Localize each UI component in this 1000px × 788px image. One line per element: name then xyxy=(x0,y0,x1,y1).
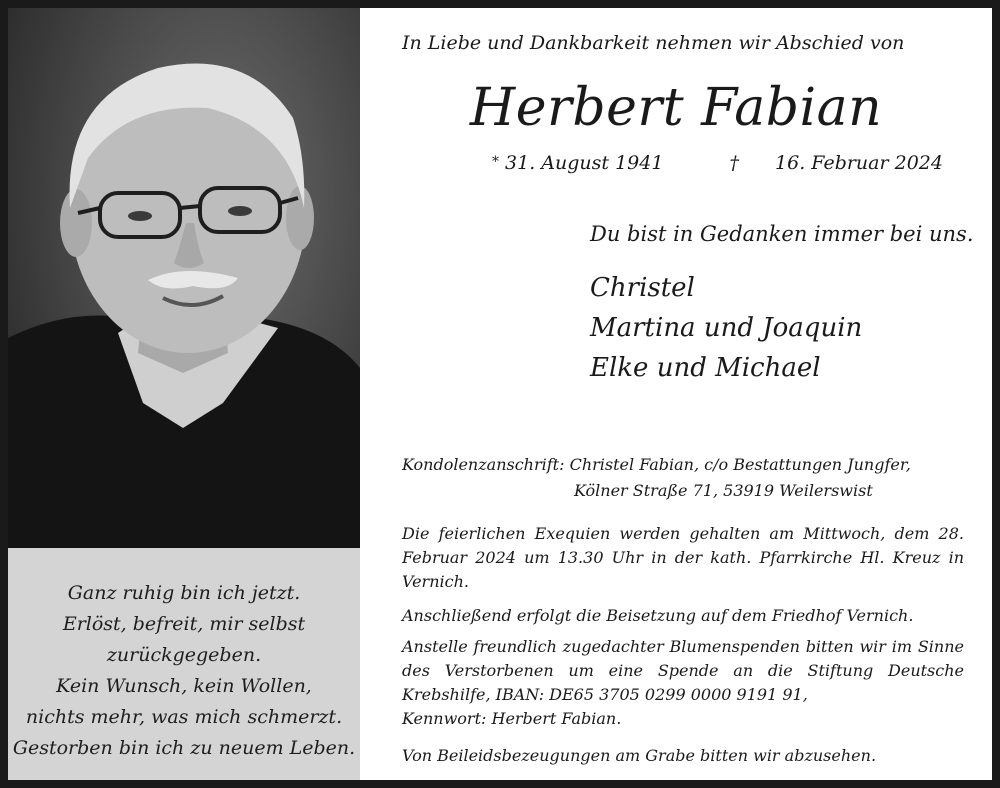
left-panel xyxy=(8,8,360,780)
cross-icon: † xyxy=(729,152,739,174)
condolence-line: Kölner Straße 71, 53919 Weilerswist xyxy=(574,481,873,500)
left-ear xyxy=(60,189,92,257)
poem-text xyxy=(8,578,360,764)
closing-note: Von Beileidsbezeugungen am Grabe bitten wir abzusehen. xyxy=(402,746,877,765)
right-ear xyxy=(286,186,314,250)
donation-info: Anstelle freundlich zugedachter Blumenspenden bitten wir im Sinne des Verstorbenen um eine Spende an die Stiftung Deutsche Krebshilfe, IBAN: DE65 3705 0299 0000 9191 91, Kennwort: Herbert Fabian. xyxy=(402,637,964,728)
portrait-photo xyxy=(8,8,360,548)
birth-date: * 31. August 1941 xyxy=(492,152,664,174)
poem-line: zurückgegeben. xyxy=(106,644,262,666)
service-info: Die feierlichen Exequien werden gehalten am Mittwoch, dem 28. Februar 2024 um 13.30 Uhr in der kath. Pfarrkirche Hl. Kreuz in Vernich. xyxy=(402,524,964,591)
birth-symbol: * xyxy=(492,154,499,170)
donation-keyword: Kennwort: Herbert Fabian. xyxy=(402,709,622,728)
burial-info: Anschließend erfolgt die Beisetzung auf dem Friedhof Vernich. xyxy=(402,606,914,625)
obituary-card xyxy=(8,8,992,780)
condolence-line: Kondolenzanschrift: Christel Fabian, c/o Bestattungen Jungfer, xyxy=(402,455,911,474)
poem-box xyxy=(8,548,360,780)
poem-line: Ganz ruhig bin ich jetzt. xyxy=(67,582,301,604)
portrait-illustration xyxy=(8,8,360,548)
deceased-name: Herbert Fabian xyxy=(469,78,883,138)
notice-panel xyxy=(360,8,992,780)
life-dates xyxy=(492,152,1000,174)
family-member: Elke und Michael xyxy=(590,353,821,383)
family-member: Christel xyxy=(590,273,695,303)
condolence-address xyxy=(402,452,911,504)
poem-line: Erlöst, befreit, mir selbst xyxy=(62,613,306,635)
remembrance-quote: Du bist in Gedanken immer bei uns. xyxy=(590,222,974,246)
poem-line: nichts mehr, was mich schmerzt. xyxy=(25,706,343,728)
family-list xyxy=(590,268,862,388)
poem-line: Kein Wunsch, kein Wollen, xyxy=(56,675,312,697)
family-member: Martina und Joaquin xyxy=(590,313,863,343)
intro-text: In Liebe und Dankbarkeit nehmen wir Abschied von xyxy=(402,32,905,54)
death-date: † 16. Februar 2024 xyxy=(729,152,943,174)
poem-line: Gestorben bin ich zu neuem Leben. xyxy=(12,737,356,759)
